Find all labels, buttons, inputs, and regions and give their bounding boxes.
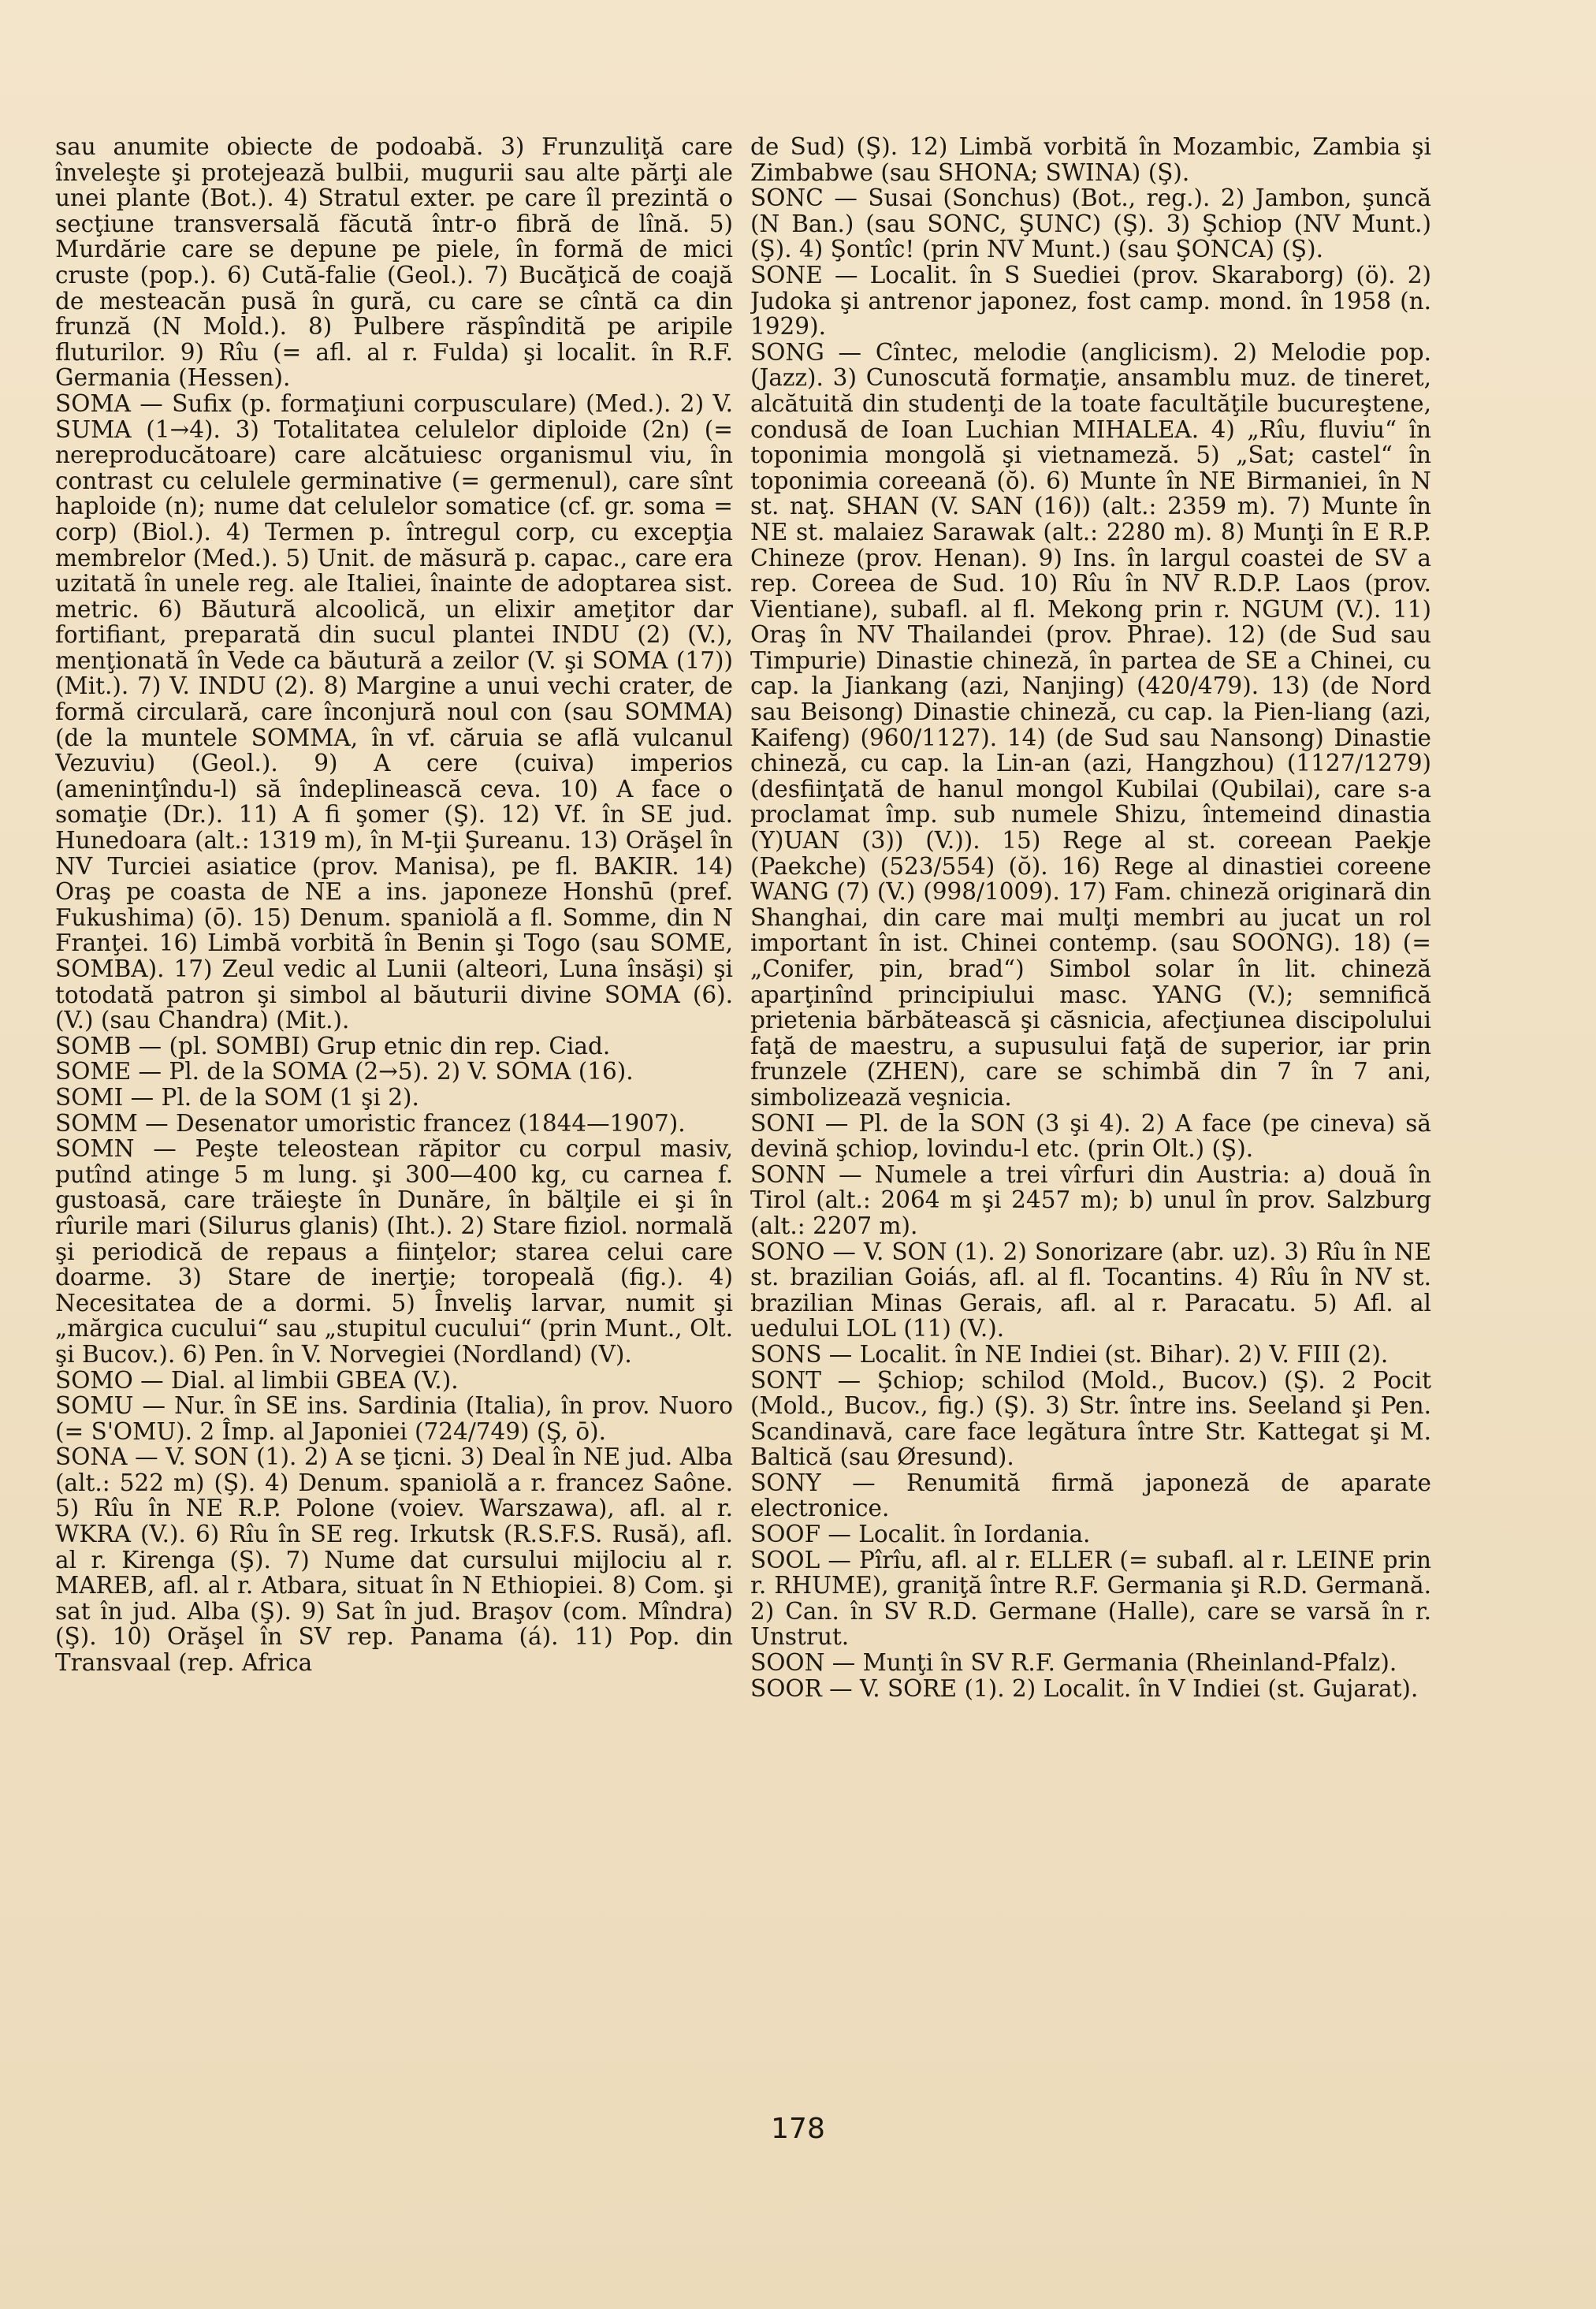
entry-text: de Sud) (Ş). 12) Limbă vorbită în Mozambic, Zambia şi Zimbabwe (sau SHONA; SWINA) (Ş).	[750, 134, 1431, 186]
entry-soor: SOOR — V. SORE (1). 2) Localit. în V Indiei (st. Gujarat).	[750, 1674, 1419, 1702]
right-column	[750, 134, 1431, 2081]
entry-somo: SOMO — Dial. al limbii GBEA (V.).	[55, 1366, 459, 1394]
entry-somi: SOMI — Pl. de la SOM (1 şi 2).	[55, 1083, 419, 1111]
entry-somm: SOMM — Desenator umoristic francez (1844—1907).	[55, 1109, 686, 1137]
entry-sonn: SONN — Numele a trei vîrfuri din Austria: a) două în Tirol (alt.: 2064 m şi 2457 m); b) unul în prov. Salzburg (alt.: 2207 m).	[750, 1160, 1431, 1239]
entry-somb: SOMB — (pl. SOMBI) Grup etnic din rep. Ciad.	[55, 1032, 611, 1060]
entry-some: SOME — Pl. de la SOMA (2→5). 2) V. SOMA (16).	[55, 1058, 634, 1086]
entry-somu: SOMU — Nur. în SE ins. Sardinia (Italia), în prov. Nuoro (= S'OMU). 2 Împ. al Japoniei (724/749) (Ş, ō).	[55, 1392, 733, 1445]
entry-text: sau anumite obiecte de podoabă. 3) Frunzuliţă care înveleşte şi protejează bulbii, mugurii sau alte părţi ale unei plante (Bot.). 4) Stratul exter. pe care îl prezintă o secţiune transversală făcută într-o fibră de lînă. 5) Murdărie care se depune pe piele, în formă de mici cruste (pop.). 6) Cută-falie (Geol.). 7) Bucăţică de coajă de mesteacăn pusă în gură, cu care se cîntă ca din frunză (N Mold.). 8) Pulbere răspîndită pe aripile fluturilor. 9) Rîu (= afl. al r. Fulda) şi localit. în R.F. Germania (Hessen).	[55, 134, 733, 392]
page-number: 178	[771, 2113, 825, 2145]
left-column	[55, 134, 733, 2081]
entry-soma: SOMA — Sufix (p. formaţiuni corpusculare) (Med.). 2) V. SUMA (1→4). 3) Totalitatea celulelor diploide (2n) (= nereproducătoare) care alcătuiesc organismul viu, în contrast cu celulele germinative (= germenul), care sînt haploide (n); nume dat celulelor somatice (cf. gr. soma = corp) (Biol.). 4) Termen p. întregul corp, cu excepţia membrelor (Med.). 5) Unit. de măsură p. capac., care era uzitată în unele reg. ale Italiei, înainte de adoptarea sist. metric. 6) Băutură alcoolică, un elixir ameţitor dar fortifiant, preparată din sucul plantei INDU (2) (V.), menţionată în Vede ca băutură a zeilor (V. şi SOMA (17)) (Mit.). 7) V. INDU (2). 8) Margine a unui vechi crater, de formă circulară, care înconjură noul con (sau SOMMA) (de la muntele SOMMA, în vf. căruia se află vulcanul Vezuviu) (Geol.). 9) A cere (cuiva) imperios (ameninţîndu-l) să îndeplinească ceva. 10) A face o somaţie (Dr.). 11) A fi şomer (Ş). 12) Vf. în SE jud. Hunedoara (alt.: 1319 m), în M-ţii Şureanu. 13) Orăşel în NV Turciei asiatice (prov. Manisa), pe fl. BAKIR. 14) Oraş pe coasta de NE a ins. japoneze Honshū (pref. Fukushima) (ō). 15) Denum. spaniolă a fl. Somme, din N Franţei. 16) Limbă vorbită în Benin şi Togo (sau SOME, SOMBA). 17) Zeul vedic al Lunii (alteori, Luna însăşi) şi totodată patron şi simbol al băuturii divine SOMA (6). (V.) (sau Chandra) (Mit.).	[55, 389, 733, 1034]
entry-soni: SONI — Pl. de la SON (3 şi 4). 2) A face (pe cineva) să devină şchiop, lovindu-l etc. (prin Olt.) (Ş).	[750, 1109, 1431, 1163]
entry-sons: SONS — Localit. în NE Indiei (st. Bihar). 2) V. FIII (2).	[750, 1340, 1389, 1368]
entry-sone: SONE — Localit. în S Suediei (prov. Skaraborg) (ö). 2) Judoka şi antrenor japonez, fost camp. mond. în 1958 (n. 1929).	[750, 261, 1431, 341]
entry-sool: SOOL — Pîrîu, afl. al r. ELLER (= subafl. al r. LEINE prin r. RHUME), graniţă între R.F. Germania şi R.D. Germană. 2) Can. în SV R.D. Germane (Halle), care se varsă în r. Unstrut.	[750, 1546, 1431, 1651]
entry-song: SONG — Cîntec, melodie (anglicism). 2) Melodie pop. (Jazz). 3) Cunoscută formaţie, ansamblu muz. de tineret, alcătuită din studenţi de la toate facultăţile bucureştene, condusă de Ioan Luchian MIHALEA. 4) „Rîu, fluviu“ în toponimia mongolă şi vietnameză. 5) „Sat; castel“ în toponimia coreeană (ŏ). 6) Munte în NE Birmaniei, în N st. naţ. SHAN (V. SAN (16)) (alt.: 2359 m). 7) Munte în NE st. malaiez Sarawak (alt.: 2280 m). 8) Munţi în E R.P. Chineze (prov. Henan). 9) Ins. în largul coastei de SV a rep. Coreea de Sud. 10) Rîu în NV R.D.P. Laos (prov. Vientiane), subafl. al fl. Mekong prin r. NGUM (V.). 11) Oraş în NV Thailandei (prov. Phrae). 12) (de Sud sau Timpurie) Dinastie chineză, în partea de SE a Chinei, cu cap. la Jiankang (azi, Nanjing) (420/479). 13) (de Nord sau Beisong) Dinastie chineză, cu cap. la Pien-liang (azi, Kaifeng) (960/1127). 14) (de Sud sau Nansong) Dinastie chineză, cu cap. la Lin-an (azi, Hangzhou) (1127/1279) (desfiinţată de hanul mongol Kubilai (Qubilai), care s-a proclamat împ. sub numele Shizu, întemeind dinastia (Y)UAN (3)) (V.)). 15) Rege al st. coreean Paekje (Paekche) (523/554) (ŏ). 16) Rege al dinastiei coreene WANG (7) (V.) (998/1009). 17) Fam. chineză originară din Shanghai, din care mai mulţi membri au jucat un rol important în ist. Chinei contemp. (sau SOONG). 18) (= „Conifer, pin, brad“) Simbol solar în lit. chineză aparţinînd principiului masc. YANG (V.); semnifică prietenia bărbătească şi căsnicia, afecţiunea discipolului faţă de maestru, a supusului faţă de superior, iar prin frunzele (ZHEN), care se schimbă din 7 în 7 ani, simbolizează veşnicia.	[750, 338, 1431, 1111]
entry-soon: SOON — Munţi în SV R.F. Germania (Rheinland-Pfalz).	[750, 1649, 1397, 1677]
entry-somn: SOMN — Peşte teleostean răpitor cu corpul masiv, putînd atinge 5 m lung. şi 300—400 kg, cu carnea f. gustoasă, care trăieşte în Dunăre, în bălţile ei şi în rîurile mari (Silurus glanis) (Iht.). 2) Stare fiziol. normală şi periodică de repaus a fiinţelor; starea celui care doarme. 3) Stare de inerţie; toropeală (fig.). 4) Necesitatea de a dormi. 5) Înveliş larvar, numit şi „mărgica cucului“ sau „stupitul cucului“ (prin Munt., Olt. şi Bucov.). 6) Pen. în V. Norvegiei (Nordland) (V).	[55, 1135, 733, 1368]
entry-sono: SONO — V. SON (1). 2) Sonorizare (abr. uz). 3) Rîu în NE st. brazilian Goiás, afl. al fl. Tocantins. 4) Rîu în NV st. brazilian Minas Gerais, afl. al r. Paracatu. 5) Afl. al uedului LOL (11) (V.).	[750, 1238, 1431, 1343]
entry-soof: SOOF — Localit. în Iordania.	[750, 1521, 1091, 1548]
entry-sont: SONT — Şchiop; schilod (Mold., Bucov.) (Ş). 2 Pocit (Mold., Bucov., fig.) (Ş). 3) Str. între ins. Seeland şi Pen. Scandinavă, care face legătura între Str. Kattegat şi M. Baltică (sau Øresund).	[750, 1366, 1431, 1471]
entry-sona: SONA — V. SON (1). 2) A se ţicni. 3) Deal în NE jud. Alba (alt.: 522 m) (Ş). 4) Denum. spaniolă a r. francez Saône. 5) Rîu în NE R.P. Polone (voiev. Warszawa), afl. al r. WKRA (V.). 6) Rîu în SE reg. Irkutsk (R.S.F.S. Rusă), afl. al r. Kirenga (Ş). 7) Nume dat cursului mijlociu al r. MAREB, afl. al r. Atbara, situat în N Ethiopiei. 8) Com. şi sat în jud. Alba (Ş). 9) Sat în jud. Braşov (com. Mîndra) (Ş). 10) Orăşel în SV rep. Panama (á). 11) Pop. din Transvaal (rep. Africa	[55, 1443, 733, 1677]
entry-sony: SONY — Renumită firmă japoneză de aparate electronice.	[750, 1469, 1431, 1522]
entry-sonc: SONC — Susai (Sonchus) (Bot., reg.). 2) Jambon, şuncă (N Ban.) (sau SONC, ŞUNC) (Ş). 3) Şchiop (NV Munt.) (Ş). 4) Şontîc! (prin NV Munt.) (sau ŞONCA) (Ş).	[750, 184, 1431, 263]
